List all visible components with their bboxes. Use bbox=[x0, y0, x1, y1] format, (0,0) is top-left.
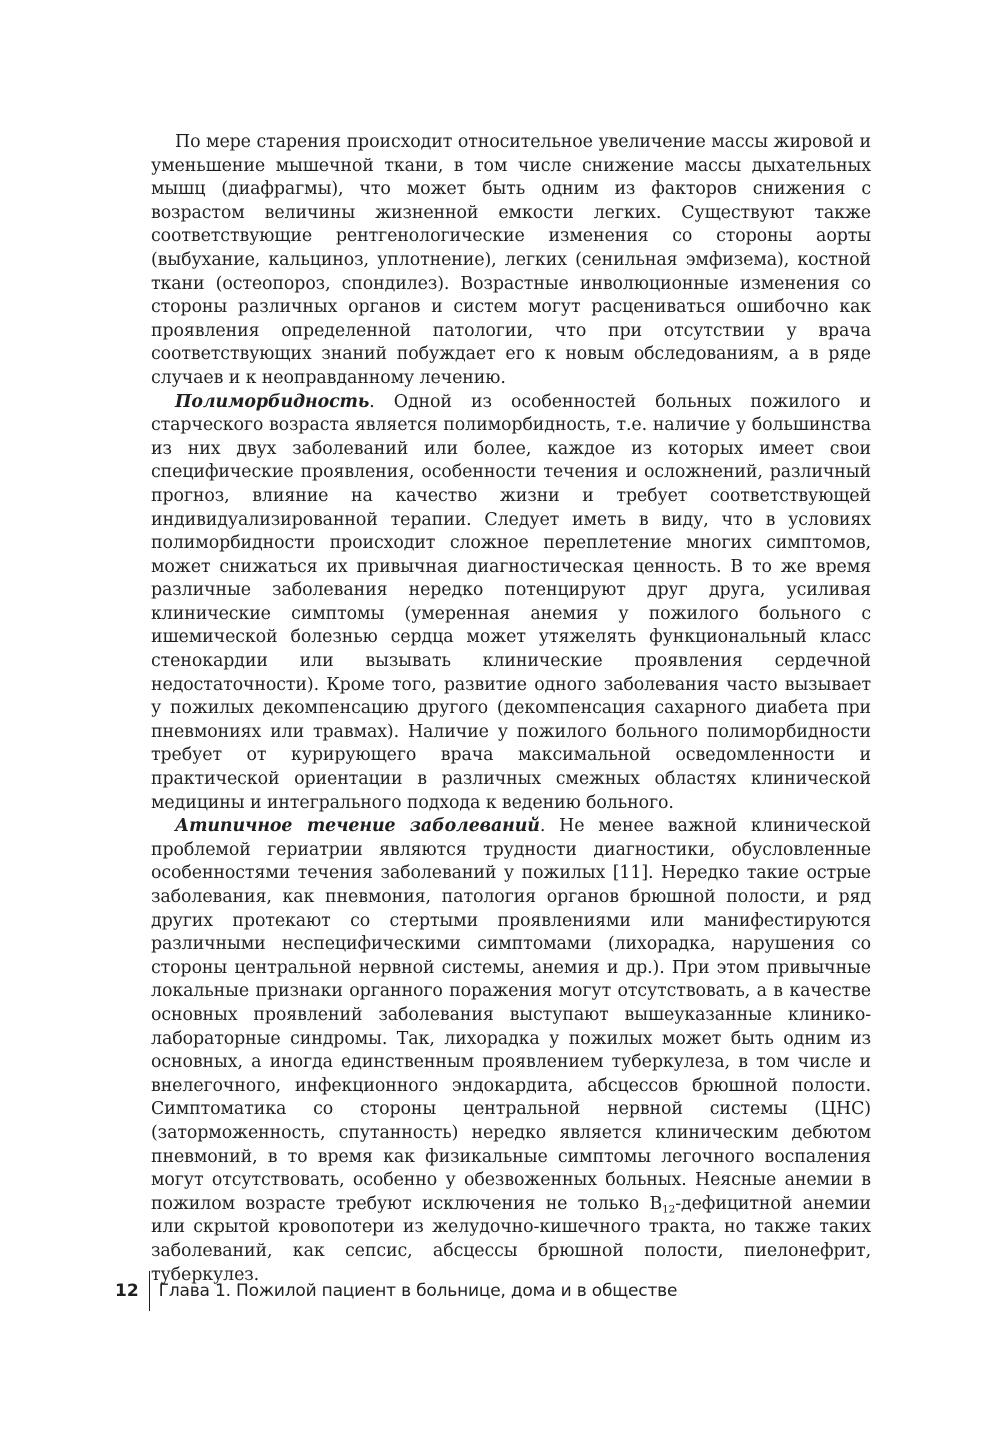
page-number: 12 bbox=[115, 1281, 139, 1301]
paragraph-lead-term: Атипичное течение заболеваний bbox=[175, 816, 540, 837]
paragraph-text: . Одной из особенностей больных пожилого и старческого возраста является полиморбидность, т.е. наличие у большинства из них двух заболеваний или более, каждое из которых имеет свои специфические проявления, особенности течения и осложнений, различный прогноз, влияние на качество жизни и требует соответствующей индивидуализированной терапии. Следует иметь в виду, что в условиях полиморбидности происходит сложное переплетение многих симптомов, может снижаться их привычная диагностическая ценность. В то же время различные заболевания нередко потенцируют друг друга, усиливая клинические симптомы (умеренная анемия у пожилого больного с ишемической болезнью сердца может утяжелять функциональный класс стенокардии или вызывать клинические проявления сердечной недостаточности). Кроме того, развитие одного заболевания часто вызывает у пожилых декомпенсацию другого (декомпенсация сахарного диабета при пневмониях или травмах). Наличие у пожилого больного полиморбидности требует от курирующего врача максимальной осведомленности и практической ориентации в различных смежных областях клинической медицины и интегрального подхода к ведению больного. bbox=[151, 391, 871, 813]
paragraph-text-tail: -дефицитной анемии или скрытой кровопотери из желудочно-кишечного тракта, но также таких заболеваний, как сепсис, абсцессы брюшной полости, пиелонефрит, туберкулез. bbox=[151, 1193, 871, 1285]
subscript: 12 bbox=[662, 1203, 676, 1216]
paragraph-polymorbidity bbox=[151, 391, 871, 816]
paragraph-text: . Не менее важной клинической проблемой гериатрии являются трудности диагностики, обусловленные особенностями течения заболеваний у пожилых [11]. Нередко такие острые заболевания, как пневмония, патология органов брюшной полости, и ряд других протекают со стертыми проявлениями или манифестируются различными неспецифическими симптомами (лихорадка, нарушения со стороны центральной нервной системы, анемия и др.). При этом привычные локальные признаки органного поражения могут отсутствовать, а в качестве основных проявлений заболевания выступают вышеуказанные клинико-лабораторные синдромы. Так, лихорадка у пожилых может быть одним из основных, а иногда единственным проявлением туберкулеза, в том числе и внелегочного, инфекционного эндокардита, абсцессов брюшной полости. Симптоматика со стороны центральной нервной системы (ЦНС) (заторможенность, спутанность) нередко является клиническим дебютом пневмоний, в то время как физикальные симптомы легочного воспаления могут отсутствовать, особенно у обезвоженных больных. Неясные анемии в пожилом возрасте требуют исключения не только B bbox=[151, 816, 871, 1214]
paragraph-aging-changes bbox=[151, 131, 871, 391]
paragraph-lead-term: Полиморбидность bbox=[175, 391, 370, 412]
page-footer bbox=[115, 1271, 677, 1311]
paragraph-text: По мере старения происходит относительное увеличение массы жировой и уменьшение мышечной ткани, в том числе снижение массы дыхательных мышц (диафрагмы), что может быть одним из факторов снижения с возрастом величины жизненной емкости легких. Существуют также соответствующие рентгенологические изменения со стороны аорты (выбухание, кальциноз, уплотнение), легких (сенильная эмфизема), костной ткани (остеопороз, спондилез). Возрастные инволюционные изменения со стороны различных органов и систем могут расцениваться ошибочно как проявления определенной патологии, что при отсутствии у врача соответствующих знаний побуждает его к новым обследованиям, а в ряде случаев и к неоправданному лечению. bbox=[151, 132, 871, 388]
paragraph-atypical-course bbox=[151, 815, 871, 1287]
chapter-title: Глава 1. Пожилой пациент в больнице, дома и в обществе bbox=[158, 1281, 678, 1301]
footer-divider bbox=[149, 1271, 150, 1311]
page-body bbox=[151, 131, 871, 1287]
